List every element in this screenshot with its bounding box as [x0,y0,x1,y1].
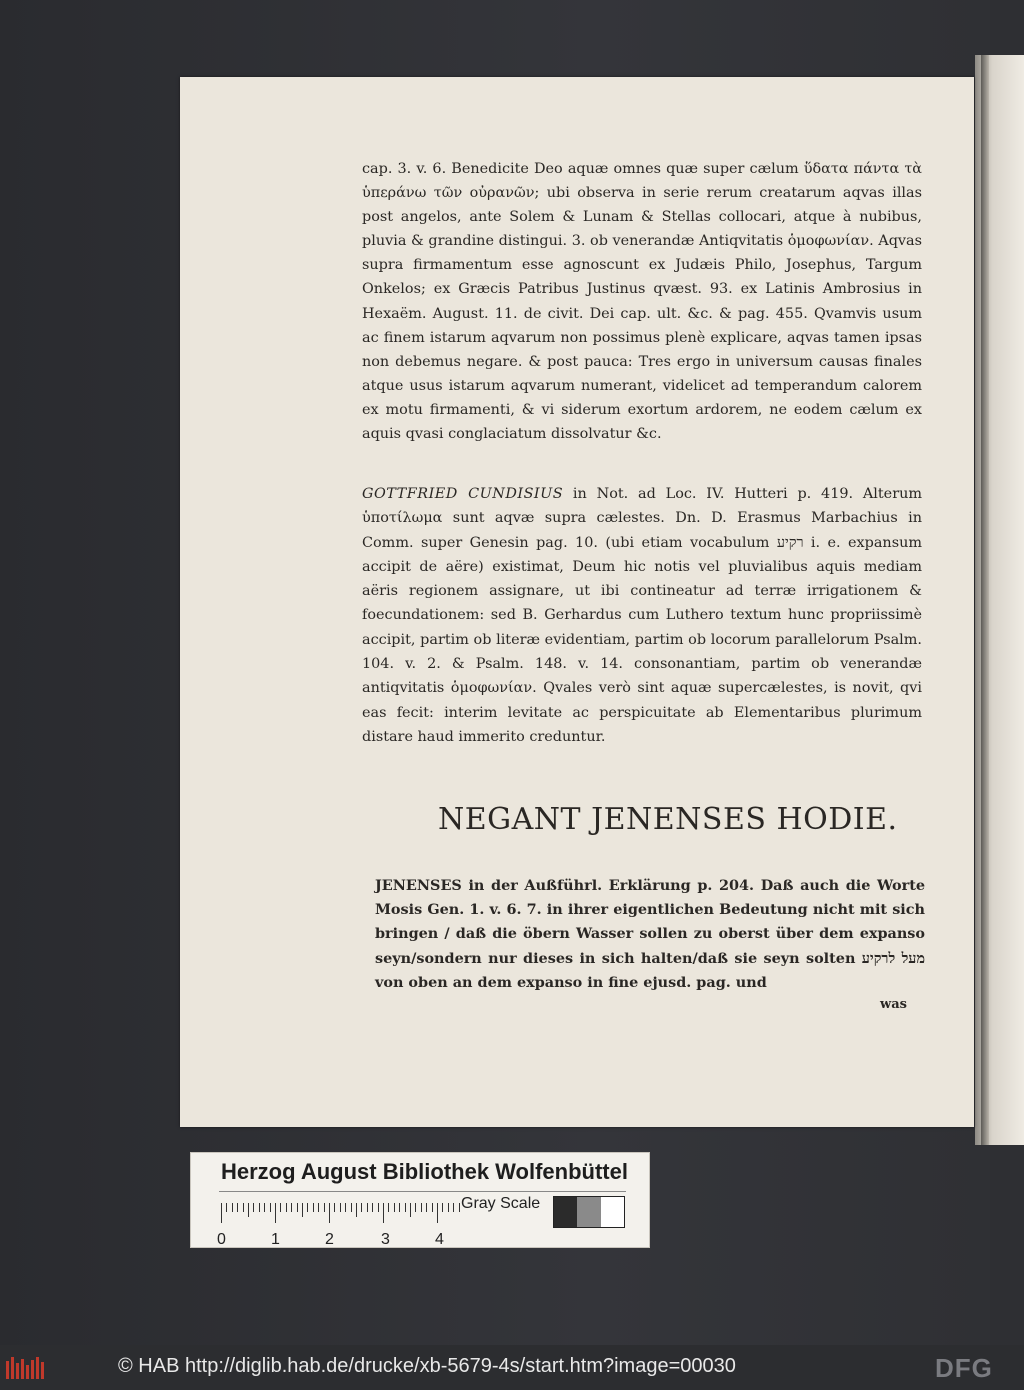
ruler-number-1: 1 [271,1231,280,1248]
ruler-tick [270,1203,271,1212]
ruler-tick [264,1203,265,1212]
hab-logo-icon [6,1357,46,1379]
paragraph-1: cap. 3. v. 6. Benedicite Deo aquæ omnes quæ super cælum ὕδατα πάντα τὰ ὑπεράνω τῶν οὐρανῶν; ubi observa in serie rerum creatarum aqvas illas post angelos, ante Solem & Lunam & Stellas collocari, atque à nubibus, pluvia & grandine distingui. 3. ob venerandæ Antiqvitatis ὁμοφωνίαν. Aqvas supra firmamentum esse agnoscunt ex Judæis Philo, Josephus, Targum Onkelos; ex Græcis Patribus Justinus qvæst. 93. ex Latinis Ambrosius in Hexaëm. August. 11. de civit. Dei cap. ult. &c. & pag. 455. Qvamvis usum ac finem istarum aqvarum non possimus plenè explicare, aqvas tamen ipsas non debemus negare. & post pauca: Tres ergo in universum causas finales atque usus istarum aqvarum numerant, videlicet ad temperandum calorem ex motu firmamenti, & vi siderum exortum ardorem, ne eodem cælum ex aquis qvasi conglaciatum dissolvatur &c. [362,161,922,443]
ruler-tick [334,1203,335,1212]
gray-swatch-black [554,1197,577,1227]
paragraph-2 [362,482,922,749]
ruler-number-3: 3 [381,1231,390,1248]
footer-bar [0,1345,1024,1390]
ruler-tick [275,1203,276,1223]
ruler-tick [448,1203,449,1212]
gray-scale-swatch [553,1196,625,1228]
ruler-tick [399,1203,400,1212]
ruler [221,1203,446,1223]
ruler-tick [237,1203,238,1212]
ruler-tick [280,1203,281,1212]
ruler-tick [421,1203,422,1212]
ruler-tick [394,1203,395,1212]
ruler-tick [329,1203,330,1223]
ruler-tick [243,1203,244,1212]
paragraph-2-body: in Not. ad Loc. IV. Hutteri p. 419. Alterum ὑποτίλωμα sunt aqvæ supra cælestes. Dn. D. Erasmus Marbachius in Comm. super Genesin pag. 10. (ubi etiam vocabulum רקיע i. e. expansum accipit de aëre) existimat, Deum hic notis vel pluvialibus aquis mediam aëris regionem assignare, ut ibi contineatur ad terræ irrigationem & foecundationem: sed B. Gerhardus cum Luthero textum hunc propriissimè accipit, partim ob literæ evidentiam, partim ob locorum parallelorum Psalm. 104. v. 2. & Psalm. 148. v. 14. consonantiam, partim ob venerandæ antiqvitatis ὁμοφωνίαν. Qvales verò sint aquæ supercælestes, is novit, qvi eas fecit: interim levitate ac perspicuitate ab Elementaribus plurimum distare haud immerito creduntur. [362,486,922,745]
library-label [190,1152,650,1248]
copyright-url[interactable]: © HAB http://diglib.hab.de/drucke/xb-5679-4s/start.htm?image=00030 [118,1355,736,1377]
ruler-tick [426,1203,427,1212]
ruler-tick [302,1203,303,1217]
ruler-tick [297,1203,298,1212]
ruler-tick [259,1203,260,1212]
ruler-tick [405,1203,406,1212]
ruler-tick [286,1203,287,1212]
ruler-tick [367,1203,368,1212]
ruler-number-2: 2 [325,1231,334,1248]
ruler-tick [318,1203,319,1212]
ruler-tick [372,1203,373,1212]
adjacent-page-edge [975,55,1024,1145]
gray-swatch-mid [577,1197,600,1227]
ruler-tick [340,1203,341,1212]
ruler-number-0: 0 [217,1231,226,1248]
catchword: was [880,997,907,1012]
ruler-tick [307,1203,308,1212]
ruler-tick [345,1203,346,1212]
ruler-tick [356,1203,357,1217]
ruler-tick [432,1203,433,1212]
ruler-tick [437,1203,438,1223]
ruler-tick [253,1203,254,1212]
ruler-tick [378,1203,379,1212]
ruler-tick [248,1203,249,1217]
ruler-tick [226,1203,227,1212]
page-fold [981,55,989,1145]
label-divider [219,1191,626,1192]
ruler-tick [221,1203,222,1223]
paragraph-3: JENENSES in der Außführl. Erklärung p. 204. Daß auch die Worte Mosis Gen. 1. v. 6. 7. in ihrer eigentlichen Bedeutung nicht mit sich bringen / daß die öbern Wasser sollen zu oberst über dem expanso seyn/sondern nur dieses in sich halten/daß sie seyn solten מעל לרקיע von oben an dem expanso in fine ejusd. pag. und [375,877,925,991]
ruler-tick [388,1203,389,1212]
gray-scale-label: Gray Scale [461,1195,541,1212]
book-page [180,77,974,1127]
paragraph-2-lead: GOTTFRIED CUNDISIUS [362,486,564,502]
ruler-tick [232,1203,233,1212]
ruler-tick [324,1203,325,1212]
ruler-number-4: 4 [435,1231,444,1248]
ruler-tick [351,1203,352,1212]
ruler-tick [442,1203,443,1212]
section-heading: NEGANT JENENSES HODIE. [438,802,898,837]
gray-swatch-white [601,1197,624,1227]
ruler-tick [383,1203,384,1223]
ruler-tick [313,1203,314,1212]
ruler-tick [410,1203,411,1217]
ruler-tick [415,1203,416,1212]
ruler-tick [459,1203,460,1212]
dfg-logo: DFG [935,1353,993,1383]
ruler-tick [453,1203,454,1212]
library-title: Herzog August Bibliothek Wolfenbüttel [221,1159,628,1184]
ruler-tick [291,1203,292,1212]
ruler-tick [361,1203,362,1212]
